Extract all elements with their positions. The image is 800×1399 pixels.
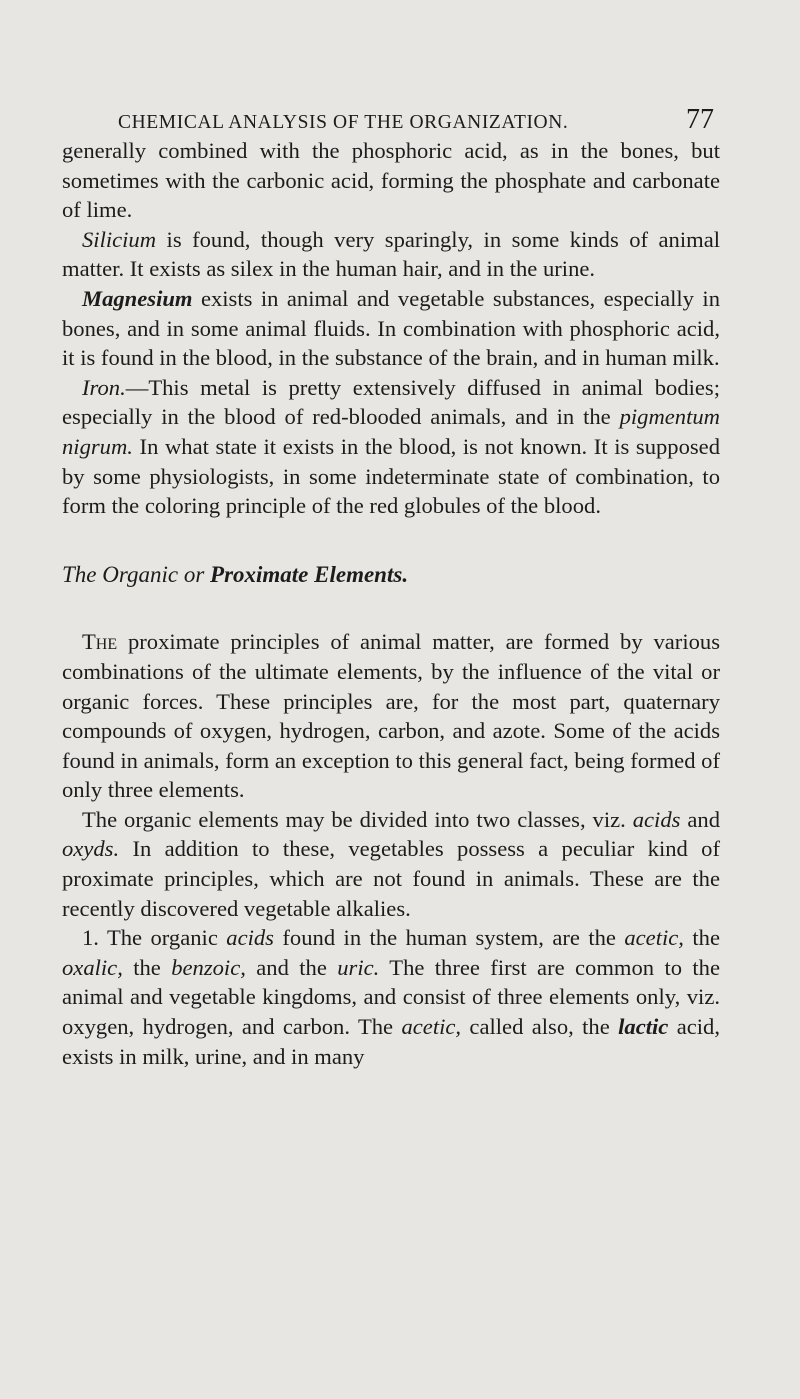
term-iron: Iron. bbox=[82, 374, 126, 400]
section-heading: The Organic or Proximate Elements. bbox=[62, 561, 409, 587]
term-magnesium: Magnesium bbox=[82, 285, 193, 311]
paragraph-proximate: The proximate principles of animal matter, are formed by various combinations of the ultimate elements, by the influence of the vital or organic forces. These principles are, for the most part, quaternary compounds of oxygen, hydrogen, carbon, and azote. Some of the acids found in animals, form an exception to this general fact, being formed of only three elements. bbox=[62, 629, 720, 803]
paragraph-organic-acids: 1. The organic acids found in the human system, are the acetic, the oxalic, the benzoic, and the uric. The three first are common to the animal and vegetable kingdoms, and consist of three elements only, viz. oxygen, hydrogen, and carbon. The acetic, called also, the lactic acid, exists in milk, urine, and in many bbox=[62, 925, 721, 1069]
running-title: CHEMICAL ANALYSIS OF THE ORGANIZATION. bbox=[118, 112, 569, 133]
paragraph-classes: The organic elements may be divided into two classes, viz. acids and oxyds. In addition to these, vegetables possess a peculiar kind of proximate principles, which are not found in animals. These are the recently discovered vegetable alkalies. bbox=[62, 806, 720, 921]
term-pigmentum: pigmentum nigrum. bbox=[62, 404, 720, 459]
paragraph-magnesium: Magnesium exists in animal and vegetable substances, especially in bones, and in some animal fluids. In combination with phosphoric acid, it is found in the blood, in the substance of the brain, and in human milk. bbox=[62, 285, 720, 371]
paragraph-silicium: Silicium is found, though very sparingly, in some kinds of animal matter. It exists as silex in the human hair, and in the urine. bbox=[62, 226, 720, 282]
term-silicium: Silicium bbox=[82, 226, 157, 252]
running-header bbox=[118, 104, 714, 136]
page-body bbox=[62, 136, 720, 1071]
paragraph-lime: generally combined with the phosphoric acid, as in the bones, but sometimes with the carbonic acid, forming the phosphate and carbonate of lime. bbox=[62, 138, 720, 223]
paragraph-iron: Iron.—This metal is pretty extensively diffused in animal bodies; especially in the blood of red-blooded animals, and in the pigmentum nigrum. In what state it exists in the blood, is not known. It is supposed by some physiologists, in some indeterminate state of combination, to form the coloring principle of the red globules of the blood. bbox=[62, 374, 720, 519]
page-number: 77 bbox=[686, 104, 714, 135]
lead-word: The bbox=[82, 629, 118, 655]
